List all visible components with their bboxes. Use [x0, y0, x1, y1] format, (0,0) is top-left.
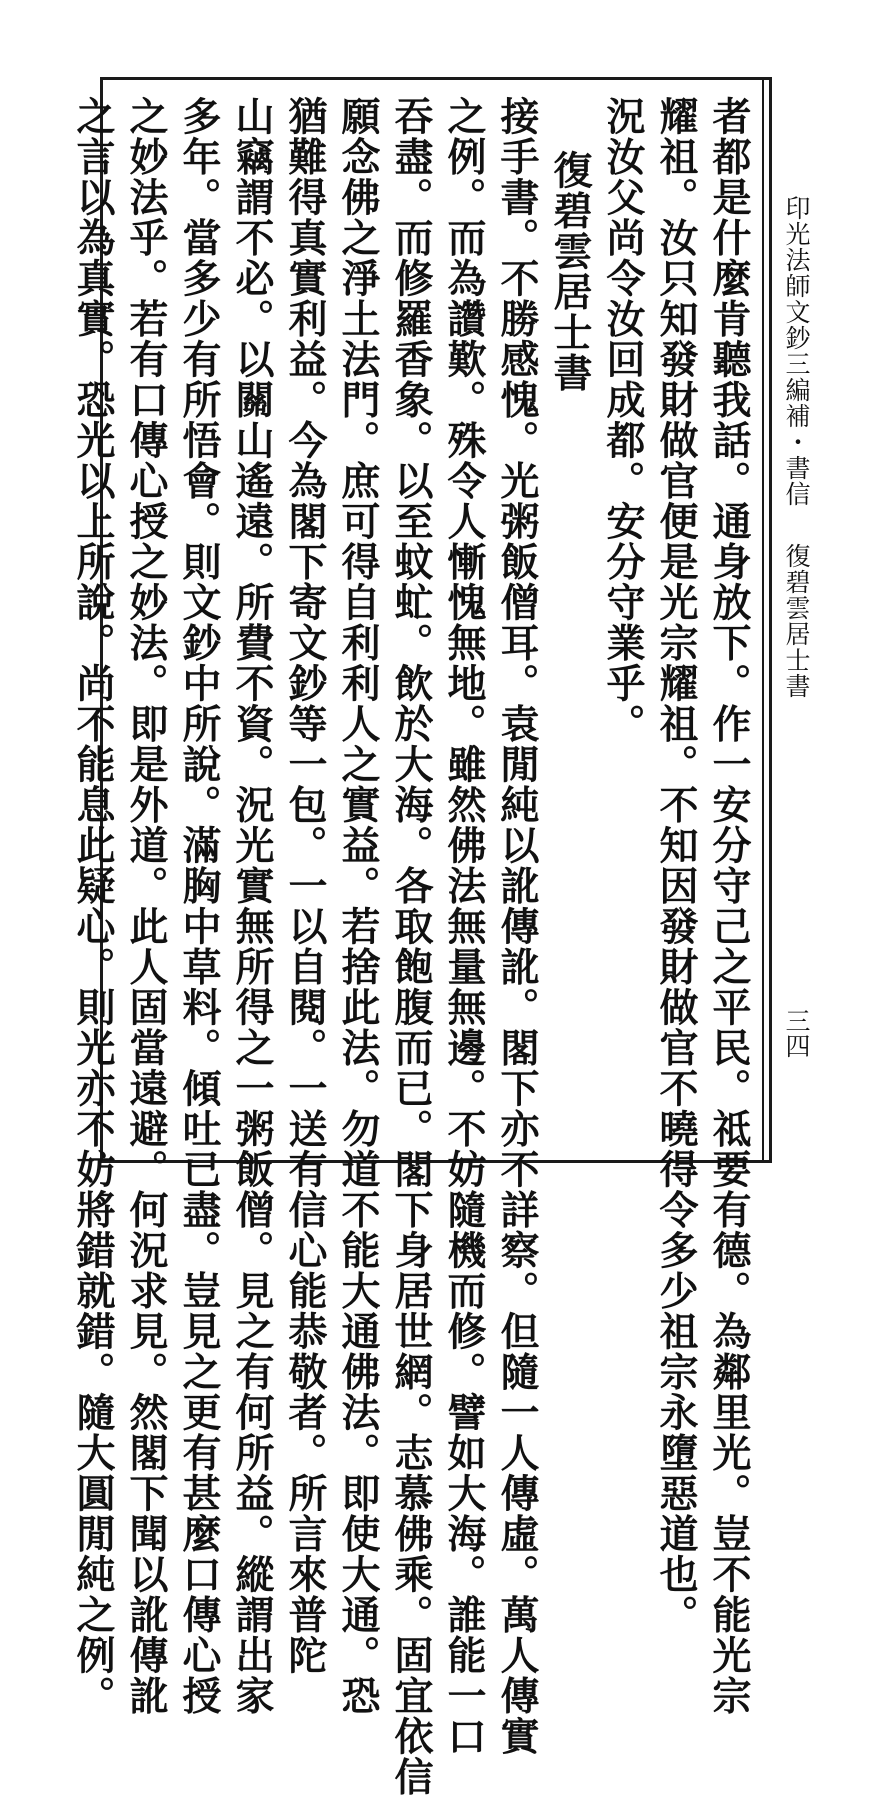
text-column-8: 願念佛之淨土法門。庶可得自利利人之實益。若捨此法。勿道不能大通佛法。即使大通。恐	[335, 96, 381, 1716]
text-column-5: 接手書。不勝感愧。光粥飯僧耳。袁閒純以訛傳訛。閣下亦不詳察。但隨一人傳虛。萬人傳實	[494, 96, 540, 1757]
header-divider	[762, 77, 764, 1163]
text-column-12: 之妙法乎。若有口傳心授之妙法。即是外道。此人固當遠避。何況求見。然閣下聞以訛傳訛	[123, 96, 169, 1716]
text-column-1: 者都是什麼肯聽我話。通身放下。作一安分守己之平民。祗要有德。為鄰里光。豈不能光宗	[706, 96, 752, 1716]
text-column-7: 吞盡。而修羅香象。以至蚊虻。飲於大海。各取飽腹而已。閣下身居世網。志慕佛乘。固宜依信	[388, 96, 434, 1797]
text-column-10: 山竊謂不必。以關山遙遠。所費不資。況光實無所得之一粥飯僧。見之有何所益。縱謂出家	[229, 96, 275, 1716]
text-column-9: 猶難得真實利益。今為閣下寄文鈔等一包。一以自閱。一送有信心能恭敬者。所言來普陀	[282, 96, 328, 1676]
text-column-11: 多年。當多少有所悟會。則文鈔中所說。滿胸中草料。傾吐已盡。豈見之更有甚麼口傳心授	[176, 96, 222, 1716]
page-number: 三四	[782, 1008, 811, 1058]
section-title: 復碧雲居士書	[782, 543, 811, 699]
text-column-3: 況汝父尚令汝回成都。安分守業乎。	[600, 96, 646, 744]
running-header	[776, 195, 816, 699]
text-column-6: 之例。而為讚歎。殊令人慚愧無地。雖然佛法無量無邊。不妨隨機而修。譬如大海。誰能一口	[441, 96, 487, 1757]
text-column-2: 耀祖。汝只知發財做官便是光宗耀祖。不知因發財做官不曉得令多少祖宗永墮惡道也。	[653, 96, 699, 1635]
text-column-13: 之言以為真實。恐光以上所說。尚不能息此疑心。則光亦不妨將錯就錯。隨大圓閒純之例。	[70, 96, 116, 1716]
book-title: 印光法師文鈔三編補・書信	[782, 195, 811, 507]
letter-title: 復碧雲居士書	[547, 150, 593, 393]
